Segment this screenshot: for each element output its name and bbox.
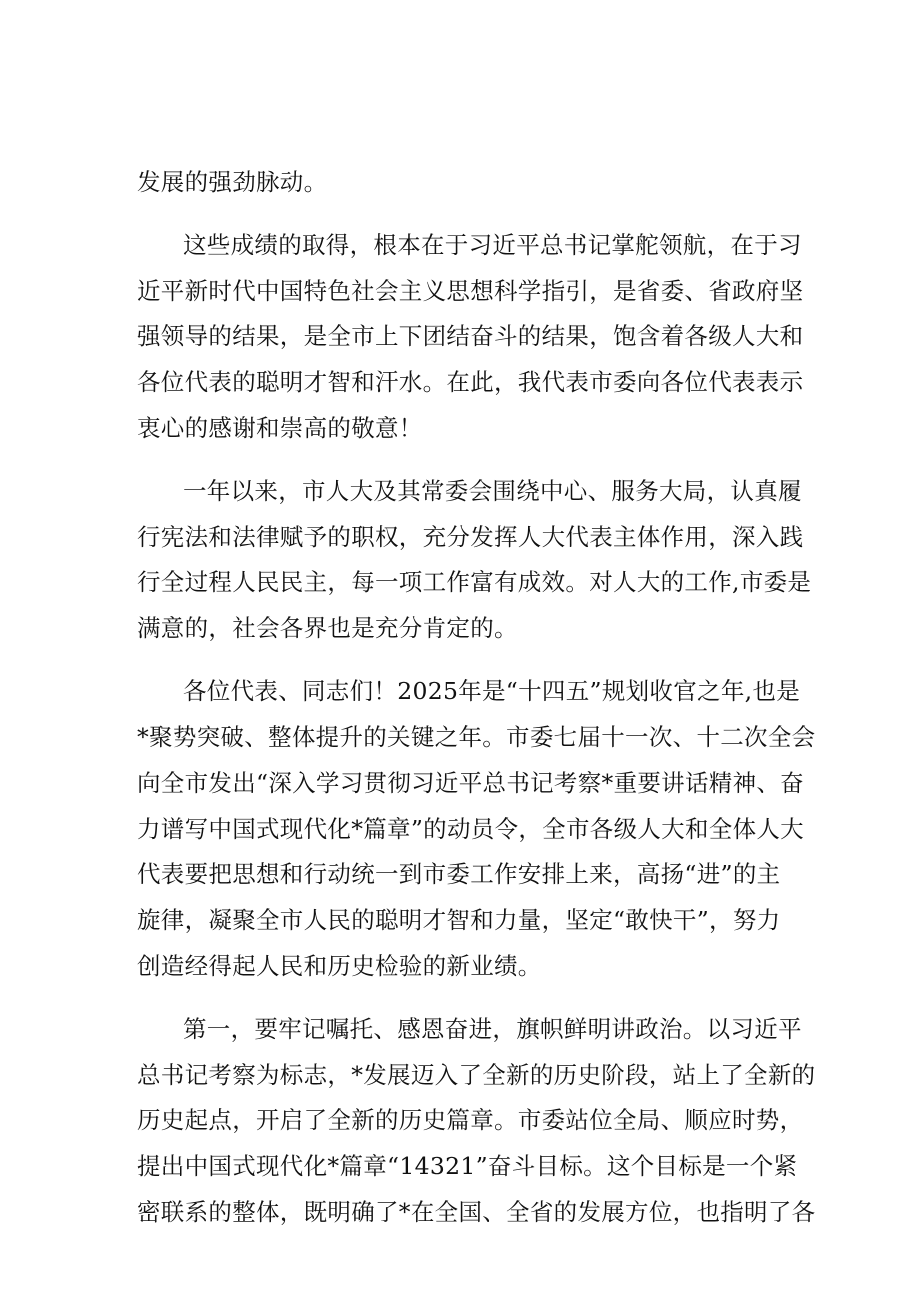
paragraph-first-line: 这些成绩的取得，根本在于习近平总书记掌舵领航，在于习	[183, 231, 802, 259]
text-line: 代表要把思想和行动统一到市委工作安排上来，高扬“进”的主	[137, 860, 781, 888]
text-line: 提出中国式现代化*篇章“14321”奋斗目标。这个目标是一个紧	[137, 1152, 798, 1180]
text-line: 力谱写中国式现代化*篇章”的动员令，全市各级人大和全体人大	[137, 815, 804, 843]
text-line: 各位代表的聪明才智和汗水。在此，我代表市委向各位代表表示	[137, 368, 804, 396]
text-line: 密联系的整体，既明确了*在全国、全省的发展方位，也指明了各	[137, 1198, 816, 1226]
paragraph-first-line: 第一，要牢记嘱托、感恩奋进，旗帜鲜明讲政治。以习近平	[183, 1015, 802, 1043]
text-line: 近平新时代中国特色社会主义思想科学指引，是省委、省政府坚	[137, 277, 804, 305]
paragraph-first-line: 各位代表、同志们！2025年是“十四五”规划收官之年,也是	[183, 677, 801, 705]
text-line: 旋律，凝聚全市人民的聪明才智和力量，坚定“敢快干”，努力	[137, 906, 781, 934]
text-line: 向全市发出“深入学习贯彻习近平总书记考察*重要讲话精神、奋	[137, 769, 804, 797]
text-line: 衷心的感谢和崇高的敬意！	[137, 414, 423, 442]
text-line: 行宪法和法律赋予的职权，充分发挥人大代表主体作用，深入践	[137, 523, 804, 551]
text-line: 总书记考察为标志，*发展迈入了全新的历史阶段，站上了全新的	[137, 1061, 816, 1089]
text-line: 历史起点，开启了全新的历史篇章。市委站位全局、顺应时势，	[137, 1106, 804, 1134]
paragraph-first-line: 一年以来，市人大及其常委会围绕中心、服务大局，认真履	[183, 477, 802, 505]
text-line: *聚势突破、整体提升的关键之年。市委七届十一次、十二次全会	[137, 723, 816, 751]
text-line: 创造经得起人民和历史检验的新业绩。	[137, 952, 542, 980]
text-line: 发展的强劲脉动。	[137, 168, 328, 196]
text-line: 行全过程人民民主，每一项工作富有成效。对人大的工作,市委是	[137, 568, 812, 596]
text-line: 满意的，社会各界也是充分肯定的。	[137, 614, 518, 642]
text-line: 强领导的结果，是全市上下团结奋斗的结果，饱含着各级人大和	[137, 322, 804, 350]
